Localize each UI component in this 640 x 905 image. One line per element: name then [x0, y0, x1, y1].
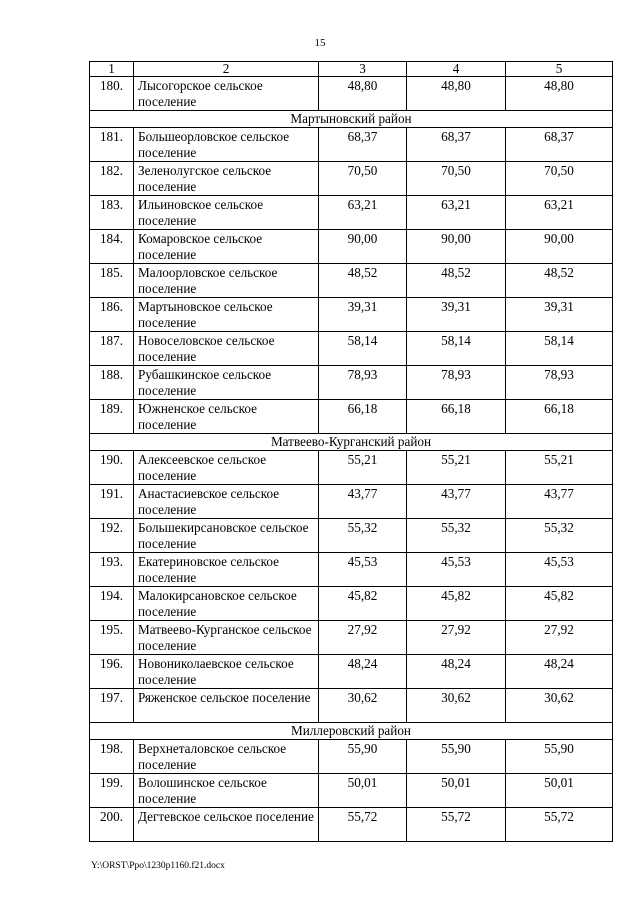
row-number-cell: 188. — [90, 366, 134, 400]
settlement-name-cell: Ряженское сельское поселение — [134, 689, 319, 723]
value-cell-col3: 55,32 — [319, 519, 407, 553]
row-number-cell: 193. — [90, 553, 134, 587]
value-cell-col3: 58,14 — [319, 332, 407, 366]
row-number-cell: 187. — [90, 332, 134, 366]
value-cell-col4: 90,00 — [407, 230, 506, 264]
value-cell-col4: 43,77 — [407, 485, 506, 519]
settlement-name-cell: Рубашкинское сельское поселение — [134, 366, 319, 400]
table-row — [90, 366, 613, 400]
table-row — [90, 128, 613, 162]
value-cell-col3: 48,52 — [319, 264, 407, 298]
district-heading: Миллеровский район — [90, 723, 613, 740]
column-header: 1 — [90, 62, 134, 77]
settlement-name-cell: Малокирсановское сельское поселение — [134, 587, 319, 621]
settlement-name-cell: Мартыновское сельское поселение — [134, 298, 319, 332]
value-cell-col3: 66,18 — [319, 400, 407, 434]
value-cell-col5: 27,92 — [506, 621, 613, 655]
value-cell-col3: 63,21 — [319, 196, 407, 230]
value-cell-col4: 45,82 — [407, 587, 506, 621]
table-row — [90, 162, 613, 196]
table-row — [90, 77, 613, 111]
row-number-cell: 194. — [90, 587, 134, 621]
value-cell-col5: 63,21 — [506, 196, 613, 230]
data-table — [89, 61, 613, 842]
table-row — [90, 264, 613, 298]
row-number-cell: 182. — [90, 162, 134, 196]
value-cell-col4: 27,92 — [407, 621, 506, 655]
district-heading-row — [90, 434, 613, 451]
table-row — [90, 485, 613, 519]
value-cell-col5: 70,50 — [506, 162, 613, 196]
value-cell-col5: 48,52 — [506, 264, 613, 298]
row-number-cell: 180. — [90, 77, 134, 111]
value-cell-col4: 78,93 — [407, 366, 506, 400]
value-cell-col4: 55,90 — [407, 740, 506, 774]
value-cell-col5: 43,77 — [506, 485, 613, 519]
value-cell-col5: 58,14 — [506, 332, 613, 366]
table-row — [90, 519, 613, 553]
settlement-name-cell: Верхнеталовское сельское поселение — [134, 740, 319, 774]
value-cell-col5: 55,21 — [506, 451, 613, 485]
value-cell-col4: 70,50 — [407, 162, 506, 196]
value-cell-col5: 55,32 — [506, 519, 613, 553]
value-cell-col3: 90,00 — [319, 230, 407, 264]
row-number-cell: 199. — [90, 774, 134, 808]
settlement-name-cell: Комаровское сельское поселение — [134, 230, 319, 264]
row-number-cell: 185. — [90, 264, 134, 298]
value-cell-col3: 50,01 — [319, 774, 407, 808]
value-cell-col5: 78,93 — [506, 366, 613, 400]
table-row — [90, 655, 613, 689]
value-cell-col5: 45,82 — [506, 587, 613, 621]
settlement-name-cell: Зеленолугское сельское поселение — [134, 162, 319, 196]
settlement-name-cell: Алексеевское сельское поселение — [134, 451, 319, 485]
value-cell-col3: 43,77 — [319, 485, 407, 519]
row-number-cell: 198. — [90, 740, 134, 774]
settlement-name-cell: Ильиновское сельское поселение — [134, 196, 319, 230]
value-cell-col5: 48,24 — [506, 655, 613, 689]
value-cell-col5: 66,18 — [506, 400, 613, 434]
value-cell-col3: 27,92 — [319, 621, 407, 655]
row-number-cell: 200. — [90, 808, 134, 842]
value-cell-col4: 48,52 — [407, 264, 506, 298]
value-cell-col3: 78,93 — [319, 366, 407, 400]
value-cell-col5: 90,00 — [506, 230, 613, 264]
value-cell-col3: 55,72 — [319, 808, 407, 842]
value-cell-col4: 48,80 — [407, 77, 506, 111]
table-row — [90, 400, 613, 434]
table-row — [90, 196, 613, 230]
table-header-row — [90, 62, 613, 77]
column-header: 2 — [134, 62, 319, 77]
file-path-footer: Y:\ORST\Ppo\1230p1160.f21.docx — [91, 861, 225, 871]
value-cell-col3: 55,21 — [319, 451, 407, 485]
settlement-name-cell: Матвеево-Курганское сельское поселение — [134, 621, 319, 655]
district-heading-row — [90, 111, 613, 128]
table-row — [90, 332, 613, 366]
value-cell-col3: 48,80 — [319, 77, 407, 111]
value-cell-col3: 55,90 — [319, 740, 407, 774]
table-row — [90, 587, 613, 621]
table-row — [90, 451, 613, 485]
settlement-name-cell: Анастасиевское сельское поселение — [134, 485, 319, 519]
row-number-cell: 181. — [90, 128, 134, 162]
value-cell-col4: 45,53 — [407, 553, 506, 587]
value-cell-col3: 39,31 — [319, 298, 407, 332]
table-row — [90, 553, 613, 587]
page-number: 15 — [314, 37, 326, 49]
value-cell-col5: 50,01 — [506, 774, 613, 808]
value-cell-col5: 48,80 — [506, 77, 613, 111]
table-body — [90, 62, 613, 842]
value-cell-col3: 30,62 — [319, 689, 407, 723]
row-number-cell: 192. — [90, 519, 134, 553]
row-number-cell: 195. — [90, 621, 134, 655]
row-number-cell: 189. — [90, 400, 134, 434]
settlement-name-cell: Новоселовское сельское поселение — [134, 332, 319, 366]
value-cell-col4: 66,18 — [407, 400, 506, 434]
table-row — [90, 298, 613, 332]
district-heading-row — [90, 723, 613, 740]
settlement-name-cell: Малоорловское сельское поселение — [134, 264, 319, 298]
value-cell-col4: 50,01 — [407, 774, 506, 808]
settlement-name-cell: Большеорловское сельское поселение — [134, 128, 319, 162]
settlement-name-cell: Дегтевское сельское поселение — [134, 808, 319, 842]
value-cell-col5: 68,37 — [506, 128, 613, 162]
row-number-cell: 191. — [90, 485, 134, 519]
value-cell-col3: 45,82 — [319, 587, 407, 621]
value-cell-col4: 63,21 — [407, 196, 506, 230]
column-header: 4 — [407, 62, 506, 77]
row-number-cell: 196. — [90, 655, 134, 689]
table-row — [90, 230, 613, 264]
value-cell-col5: 55,90 — [506, 740, 613, 774]
row-number-cell: 190. — [90, 451, 134, 485]
district-heading: Матвеево-Курганский район — [90, 434, 613, 451]
settlement-name-cell: Новониколаевское сельское поселение — [134, 655, 319, 689]
row-number-cell: 186. — [90, 298, 134, 332]
row-number-cell: 183. — [90, 196, 134, 230]
value-cell-col4: 55,32 — [407, 519, 506, 553]
settlement-name-cell: Лысогорское сельское поселение — [134, 77, 319, 111]
settlement-name-cell: Екатериновское сельское поселение — [134, 553, 319, 587]
value-cell-col4: 30,62 — [407, 689, 506, 723]
value-cell-col3: 70,50 — [319, 162, 407, 196]
value-cell-col5: 45,53 — [506, 553, 613, 587]
table-row — [90, 740, 613, 774]
district-heading: Мартыновский район — [90, 111, 613, 128]
value-cell-col4: 55,72 — [407, 808, 506, 842]
column-header: 5 — [506, 62, 613, 77]
row-number-cell: 197. — [90, 689, 134, 723]
value-cell-col4: 39,31 — [407, 298, 506, 332]
table-row — [90, 774, 613, 808]
value-cell-col3: 68,37 — [319, 128, 407, 162]
settlement-name-cell: Южненское сельское поселение — [134, 400, 319, 434]
table-row — [90, 808, 613, 842]
table-row — [90, 621, 613, 655]
value-cell-col4: 48,24 — [407, 655, 506, 689]
value-cell-col3: 48,24 — [319, 655, 407, 689]
value-cell-col5: 30,62 — [506, 689, 613, 723]
value-cell-col5: 55,72 — [506, 808, 613, 842]
row-number-cell: 184. — [90, 230, 134, 264]
table-row — [90, 689, 613, 723]
value-cell-col4: 55,21 — [407, 451, 506, 485]
settlement-name-cell: Волошинское сельское поселение — [134, 774, 319, 808]
value-cell-col4: 68,37 — [407, 128, 506, 162]
column-header: 3 — [319, 62, 407, 77]
value-cell-col3: 45,53 — [319, 553, 407, 587]
value-cell-col4: 58,14 — [407, 332, 506, 366]
value-cell-col5: 39,31 — [506, 298, 613, 332]
settlement-name-cell: Большекирсановское сельское поселение — [134, 519, 319, 553]
